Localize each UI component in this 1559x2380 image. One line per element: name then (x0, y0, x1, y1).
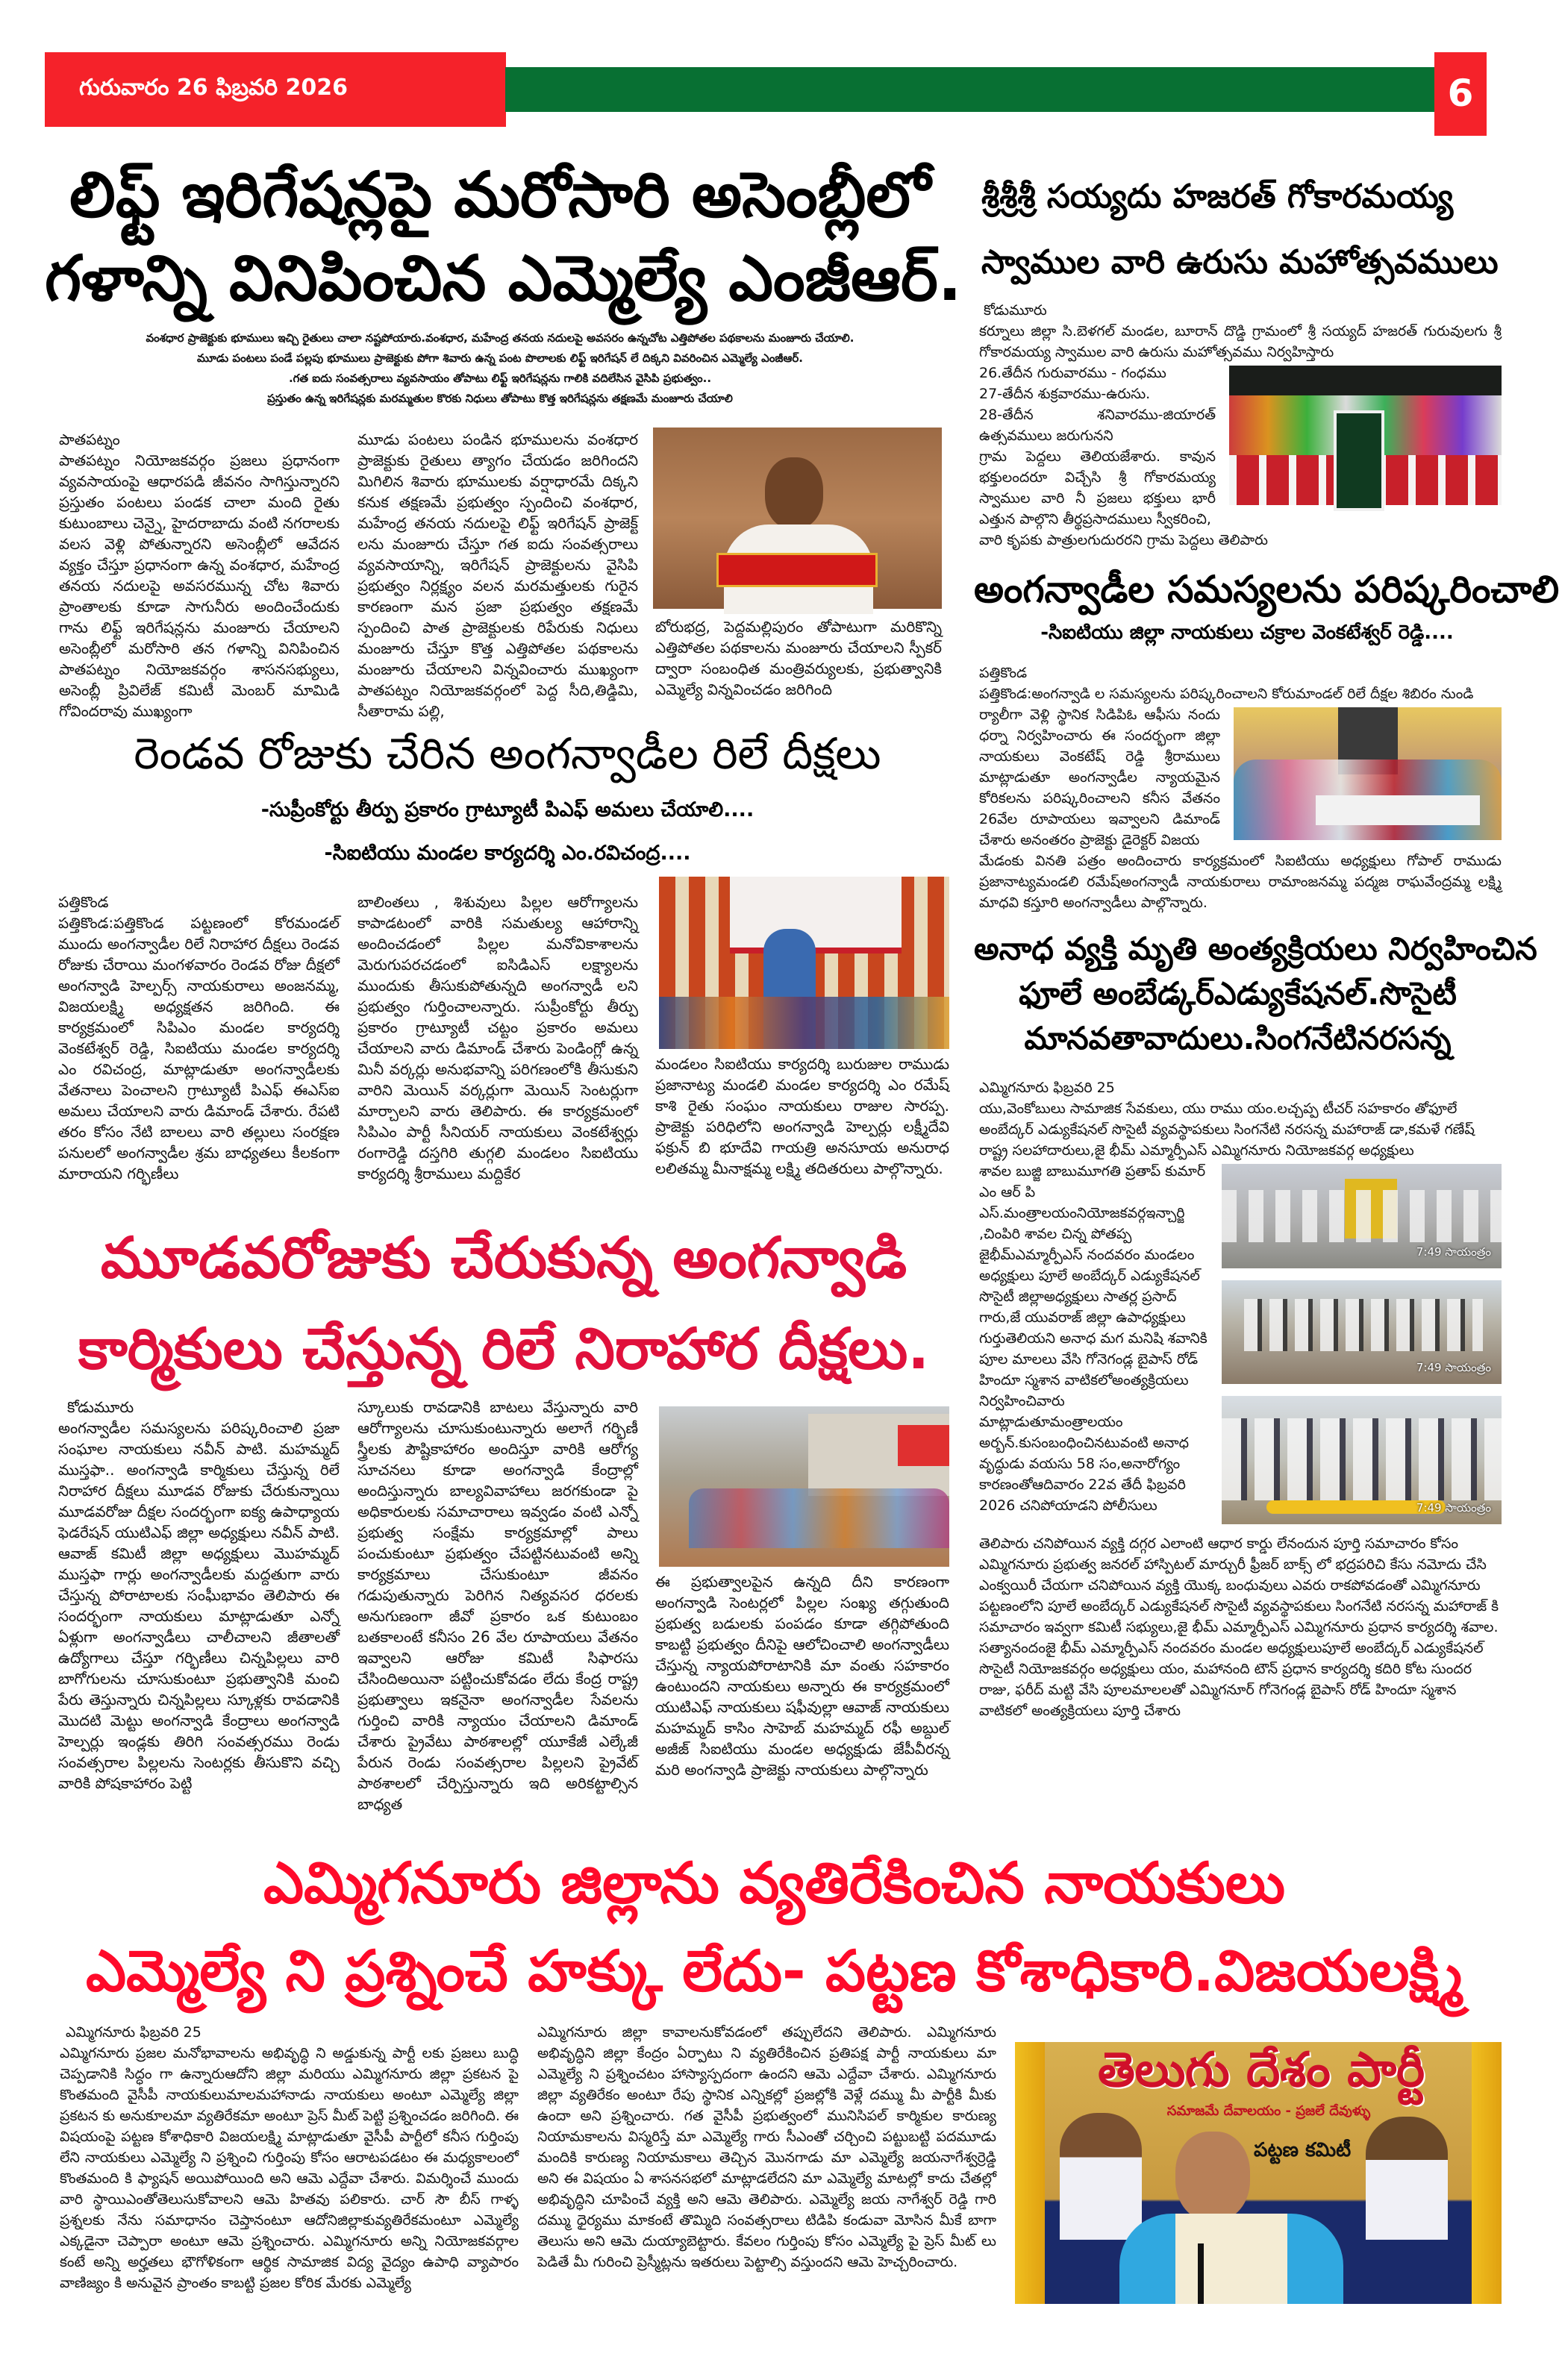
story2-column-3 (655, 1053, 949, 1179)
phule-photo-3 (1222, 1396, 1502, 1524)
phule-headline-line1: అనాధ వ్యక్తి మృతి అంత్యక్రియలు నిర్వహించిన (974, 930, 1537, 967)
deck-line: మూడు పంటలు పండే పల్లపు భూములు ప్రాజెక్టుకు పోగా శివారు ఉన్న పంట పొలాలకు లిఫ్ట్ ఇరిగేషన్ లే దిక్కని వివరించిన ఎమ్మెల్యే ఎంజీఆర్. (197, 351, 803, 365)
deck-line: .గత ఐదు సంవత్సరాలు వ్యవసాయం తోపాటు లిఫ్ట్ ఇరిగేషన్లను గాలికి వదిలేసిన వైసిపి ప్రభుత్వం.. (288, 372, 712, 385)
story1-text: బోరుభద్ర, పెద్దమల్లిపురం తోపాటుగా మరికొన్ని ఎత్తిపోతల పథకాలను మంజూరు చేయాలని స్పీకర్ ద్వారా సంబంధిత మంత్రివర్యులకు, ప్రభుత్వానికి ఎమ్మెల్యే విన్నవించడం జరిగింది (655, 618, 942, 698)
schedule-item: 27-తేదీన శుక్రవారము-ఉరుసు. (979, 386, 1151, 402)
story3-column-3 (655, 1571, 949, 1788)
story3-column-2 (357, 1397, 638, 1813)
issue-date: గురువారం 26 ఫిబ్రవరి 2026 (79, 75, 349, 101)
story4-text: ఎమ్మిగనూరు జిల్లా కావాలనుకోవడంలో తప్పులేదని తెలిపారు. ఎమ్మిగనూరు అభివృద్ధిని జిల్లా కేంద్రం ఏర్పాటు ని వ్యతిరేకించిన ప్రతిపక్ష పార్టీ నాయకులు మా ఎమ్మెల్యే ని ప్రశ్నించటం హాస్యాస్పదంగా ఉందని ఆమె ఎద్దేవా చేశారు. ఎమ్మిగనూరు జిల్లా వ్యతిరేకం అంటూ రేపు స్థానిక ఎన్నికల్లో ప్రజల్లోకి వెళ్లే దమ్ము మీ పార్టీకి మీకు ఉందా అని ప్రశ్నించారు. గత వైసీపీ ప్రభుత్వంలో మునిసిపల్ కార్మికుల కారుణ్య నియామకాలను విస్మరిస్తే మా ఎమ్మెల్యే గారు సీఎంతో చర్చించి పట్టుబట్టి పదమూడు మందికి కారుణ్య నియామకాలు తెచ్చిన మొనగాడు మా ఎమ్మెల్యే జయనాగేశ్వర్రెడ్డి అని ఈ విషయం ఏ శాసనసభలో మాట్లాడలేదని మా ఎమ్మెల్యే మాటల్లో కాదు చేతల్లో అభివృద్ధిని చూపించే వ్యక్తి అని ఆమె తెలిపారు. ఎమ్మెల్యే జయ నాగేశ్వర్ రెడ్డి గారి దమ్ము ధైర్యము మాకంటే తొమ్మిది సంవత్సరాలు టిడిపి కండువా మోసిన మీకే బాగా తెలుసు అని ఆమె దుయ్యాబెట్టారు. కేవలం గుర్తింపు కోసం ఎమ్మెల్యే పై ప్రెస్ మీట్ లు పెడితే మీ గురించి ప్రెస్మీట్లను ఇతరులు పెట్టాల్సి వస్తుందని ఆమె హెచ్చరించారు. (537, 2024, 996, 2270)
banner-committee: పట్టణ కమిటీ (1254, 2139, 1352, 2161)
story2-text: పత్తికొండ:పత్తికొండ పట్టణంలో కోరమండల్ ముందు అంగన్వాడీల రిలే నిరాహార దీక్షలు రెండవ రోజుకు చేరాయి మంగళవారం రెండవ రోజు దీక్షలో అంగన్వాడి హెల్పర్స్ నాయకురాలు అంజనమ్మ, విజయలక్ష్మి అధ్యక్షతన జరిగింది. ఈ కార్యక్రమంలో సిపిఎం మండల కార్యదర్శి వెంకటేశ్వర్ రెడ్డి, సిఐటియు మండల కార్యదర్శి ఎం రవిచంద్ర, మాట్లాడుతూ అంగన్వాడీలకు వేతనాలు పెంచాలని గ్రాట్యూటీ పిఎఫ్ ఈఎస్ఐ అమలు చేయాలని వారు డిమాండ్ చేశారు. రేపటి తరం కోసం నేటి బాలలు వారి తల్లులు సంరక్షణ పనులలో అంగన్వాడీల శ్రమ బాధ్యతలు కీలకంగా మారాయని గర్భిణీలు (58, 914, 340, 1183)
mla-photo (653, 428, 942, 609)
tdp-flag-left (1015, 2042, 1045, 2304)
story1-headline-line2: గళాన్ని వినిపించిన ఎమ్మెల్యే ఎంజీఆర్. (45, 242, 962, 315)
banner-slogan: సమాజమే దేవాలయం - ప్రజలే దేవుళ్ళు (1166, 2103, 1371, 2119)
right-column (974, 164, 1559, 1721)
urus-headline-line2: స్వాముల వారి ఉరుసు మహోత్సవములు (981, 243, 1499, 281)
story2-column-2 (357, 892, 638, 1183)
story2-subhead-2: -సిఐటియు మండల కార్యదర్శి ఎం.రవిచంద్ర.... (324, 842, 691, 865)
story2-subhead-1: -సుప్రీంకోర్టు తీర్పు ప్రకారం గ్రాట్యూటీ పిఎఫ్ అమలు చేయాలి.... (260, 798, 754, 821)
story4-headline-line2: ఎమ్మెల్యే ని ప్రశ్నించే హక్కు లేదు- పట్టణ కోశాధికారి.విజయలక్ష్మి (86, 1938, 1463, 2004)
urus-intro: కర్నూలు జిల్లా సి.బెళగల్ మండల, బూరాన్ దొడ్డి గ్రామంలో శ్రీ సయ్యద్ హజరత్ గురువులగు శ్రీ గోకారమయ్య స్వాముల వారి ఉరుసు మహోత్సవము నిర్వహిస్తారు (979, 323, 1502, 360)
story2-text: మండలం సిఐటియు కార్యదర్శి బురుజుల రాముడు ప్రజానాట్య మండలి మండల కార్యదర్శి ఎం రమేష్ కాశి రైతు సంఘం నాయకులు రాజుల సారప్ప. ప్రాజెక్టు పరిధిలోని అంగన్వాడి హెల్పర్లు లక్ష్మీదేవి ఫక్రున్ బి భూదేవి గాయత్రి అనసూయ అనురాధ లలితమ్మ మీనాక్షమ్మ లక్ష్మి తదితరులు పాల్గొన్నారు. (655, 1055, 949, 1177)
demands-story (974, 663, 1502, 913)
dargah-lights-photo (1229, 366, 1502, 505)
banner-title: తెలుగు దేశం పార్టీ (1097, 2043, 1425, 2098)
memorandum-banner (1316, 795, 1480, 825)
phule-photo-1 (1222, 1164, 1502, 1268)
story3-text: ఈ ప్రభుత్వాలపైన ఉన్నది దీని కారణంగా అంగన్వాడి సెంటర్లలో పిల్లల సంఖ్య తగ్గుతుంది ప్రభుత్వ బడులకు పంపడం కూడా తగ్గిపోతుంది కాబట్టి ప్రభుత్వం దీనిపై ఆలోచించాలి అంగన్వాడీలు చేస్తున్న న్యాయపోరాటానికి మా వంతు సహకారం ఉంటుందని నాయకులు అన్నారు ఈ కార్యక్రమంలో యుటిఎఫ్ నాయకులు షఫీవుల్లా ఆవాజ్ నాయకులు మహమ్మద్ కాసిం సాహెబ్ మహమ్మద్ రఫీ అబ్దుల్ అజీజ్ సిఐటియు మండల అధ్యక్షుడు జేపీవీరన్న మరి అంగన్వాడి ప్రాజెక్టు నాయకులు పాల్గొన్నారు (655, 1573, 949, 1779)
story3-text: స్కూలుకు రావడానికి బాటలు వేస్తున్నారు వారి ఆరోగ్యాలను చూసుకుంటున్నారు అలాగే గర్భిణీ స్త్రీలకు పౌష్టికాహారం అందిస్తూ వారికి ఆరోగ్య సూచనలు కూడా అంగన్వాడి కేంద్రాల్లో అందిస్తున్నారు బాల్యవివాహాలు జరగకుండా పై అధికారులకు సమాచారాలు ఇవ్వడం వంటి ఎన్నో ప్రభుత్వ సంక్షేమ కార్యక్రమాల్లో పాలు పంచుకుంటూ ప్రభుత్వం చేపట్టినటువంటి అన్ని కార్యక్రమాలు చేసుకుంటూ జీవనం గడుపుతున్నారు పెరిగిన నిత్యవసర ధరలకు అనుగుణంగా జీవో ప్రకారం ఒక కుటుంబం బతకాలంటే కనీసం 26 వేల రూపాయలు వేతనం ఇవ్వాలని ఆరోజు కమిటీ సిఫారసు చేసిందిఅయినా పట్టించుకోవడం లేదు కేంద్ర రాష్ట్ర ప్రభుత్వాలు ఇకనైనా అంగన్వాడీల సేవలను గుర్తించి వారికి న్యాయం చేయాలని డిమాండ్ చేశారు ప్రైవేటు పాఠశాలల్లో యూకేజీ ఎల్కేజీ పేరున రెండు సంవత్సరాల పిల్లలని ప్రైవేట్ పాఠశాలలో చేర్పిస్తున్నారు ఇది అరికట్టాల్సిన బాధ్యత (357, 1398, 638, 1813)
photo-timestamp: 7:49 సాయంత్రం (1416, 1501, 1491, 1515)
story4-dateline: ఎమ్మిగనూరు ఫిబ్రవరి 25 (66, 2024, 201, 2041)
story2-headline: రెండవ రోజుకు చేరిన అంగన్వాడీల రిలే దీక్షలు (134, 728, 881, 779)
phule-lead: యు,వెంకోబులు సామాజిక సేవకులు, యు రాము యం.లచ్చప్ప టీచర్ సహకారం తోఫూలే అంబేద్కర్ ఎడ్యుకేషనల్ సొసైటీ వ్యవస్థాపకులు సింగనేటి నరసన్న మహారాజ్ డా,కమళే గణేష్ రాష్ట్ర సలహాదారులు,జై భీమ్ ఎమ్మార్పీఎస్ ఎమ్మిగనూరు నియోజకవర్గ అధ్యక్షులు (979, 1100, 1475, 1159)
story2-column-1 (58, 892, 340, 1183)
urus-dateline: కోడుమూరు (984, 302, 1047, 319)
phule-story (974, 1077, 1502, 1721)
story1-column-3 (655, 616, 942, 700)
story3-headline-line2: కార్మికులు చేస్తున్న రిలే నిరాహార దీక్షలు. (78, 1315, 930, 1382)
demands-closing: మేడంకు వినతి పత్రం అందించారు కార్యక్రమంలో సిఐటియు అధ్యక్షులు గోపాల్ రాముడు ప్రజానాట్యమండలి రమేష్అంగన్వాడీ నాయకురాలు రామాంజనమ్మ పద్మజ రాఘవేంద్రమ్మ లక్ష్మి మాధవి కస్తూరి అంగన్వాడీలు పాల్గొన్నారు. (979, 853, 1502, 911)
page-number: 6 (1447, 72, 1474, 115)
story4-headline-line1: ఎమ్మిగనూరు జిల్లాను వ్యతిరేకించిన నాయకులు (263, 1850, 1286, 1916)
green-band (505, 67, 1434, 112)
story2-dateline: పత్తికొండ (58, 893, 109, 911)
story4-column-2 (537, 2022, 996, 2276)
phule-photo-2 (1222, 1280, 1502, 1384)
photo-timestamp: 7:49 సాయంత్రం (1416, 1361, 1491, 1374)
dargah-door (1334, 410, 1384, 511)
demands-headline: అంగన్వాడీల సమస్యలను పరిష్కరించాలి (974, 568, 1559, 611)
story3-headline-line1: మూడవరోజుకు చేరుకున్న అంగన్వాడి (100, 1224, 907, 1291)
urus-closing: వారి కృపకు పాత్రులగుదురరని గ్రామ పెద్దలు తెలిపారు (979, 532, 1268, 548)
microphone (1198, 2243, 1204, 2304)
name-caption-bar (716, 553, 878, 587)
demands-subhead: -సిఐటియు జిల్లా నాయకులు చక్రాల వెంకటేశ్వర్ రెడ్డి.... (1040, 621, 1454, 644)
person-head (765, 457, 823, 529)
date-banner (45, 52, 506, 127)
story3-dateline: కోడుమూరు (67, 1398, 134, 1416)
story1-text: పాతపట్నం నియోజకవర్గం ప్రజలు ప్రధానంగా వ్యవసాయంపై ఆధారపడి జీవనం సాగిస్తున్నారని ప్రస్తుతం పంటలు పండక చాలా మంది రైతు కుటుంబాలు చెన్నై, హైదరాబాదు వంటి నగరాలకు వలస వెళ్లి పోతున్నారని అసెంబ్లీలో ఆవేదన వ్యక్తం చేస్తూ ప్రధానంగా ఉన్న వంశధార, మహేంద్ర తనయ నదులపై అవసరమున్న చోట శివారు ప్రాంతాలకు కూడా సాగునీరు అందించేందుకు గాను లిఫ్ట్ ఇరిగేషన్లను మంజూరు చేయాలని అసెంబ్లీలో మరోసారి తన గళాన్ని వినిపించిన పాతపట్నం నియోజకవర్గం శాసనసభ్యులు, అసెంబ్లీ ప్రివిలేజ్ కమిటీ మెంబర్ మామిడి గోవిందరావు ముఖ్యంగా (59, 451, 340, 720)
story1-text: మూడు పంటలు పండిన భూములను వంశధార ప్రాజెక్టుకు రైతులు త్యాగం చేయడం జరిగిందని మిగిలిన శివారు భూములకు వర్షాధారమే దిక్కని కనుక తక్షణమే ప్రభుత్వం స్పందించి వంశధార, మహేంద్ర తనయ నదులపై లిఫ్ట్ ఇరిగేషన్ ప్రాజెక్ట్ లను మంజూరు చేస్తూ గత ఐదు సంవత్సరాలు వ్యవసాయాన్ని, ఇరిగేషన్ ప్రాజెక్టులను వైసిపి ప్రభుత్వం నిర్లక్ష్యం వలన మరమత్తులకు గురైన కారణంగా మన ప్రజా ప్రభుత్వం తక్షణమే స్పందించి పాత ప్రాజెక్టులకు రిపేరుకు నిధులు మంజూరు చేస్తూ కొత్త ఎత్తిపోతల పథకాలను మంజూరు చేయాలని విన్నవించారు ముఖ్యంగా పాతపట్నం నియోజకవర్గంలో పెద్ద సీది,తిడ్డిమి, సీతారామ పల్లి, (357, 430, 638, 720)
photo-timestamp: 7:49 సాయంత్రం (1416, 1245, 1491, 1259)
schedule-item: 26.తేదీన గురువారము - గంధము (979, 365, 1166, 381)
phule-headline-line2: ఫూలే అంబేడ్కర్ఎడ్యుకేషనల్.సొసైటీ (1019, 975, 1457, 1012)
people (1222, 1190, 1502, 1242)
seated-people (659, 997, 949, 1049)
people (1222, 1418, 1502, 1500)
story4-text: ఎమ్మిగనూరు ప్రజల మనోభావాలను అభివృద్ధి ని అడ్డుకున్న పార్టీ లకు ప్రజలు బుద్ధి చెప్పడానికి సిద్ధం గా ఉన్నారుఆదోని జిల్లా మరియు ఎమ్మిగనూరు జిల్లా ప్రకటన పై కొంతమంది వైసీపీ నాయకులుమాలమహానాడు నాయకులు అంటూ ఎమ్మెల్యే జిల్లా ప్రకటన కు అనుకూలమా వ్యతిరేకమా అంటూ ప్రెస్ మీట్ పెట్టి ప్రశ్నించడం జరిగింది. ఈ విషయంపై పట్టణ కోశాధికారి విజయలక్ష్మి మాట్లాడుతూ వైసీపీ పార్టీలో కనీస గుర్తింపు లేని నాయకులు ఎమ్మెల్యే ని ప్రశ్నించి గుర్తింపు కోసం ఆరాటపడటం ఈ మధ్యకాలంలో కొంతమంది కి ఫ్యాషన్ అయిపోయింది అని ఆమె ఎద్దేవా చేశారు. విమర్శించే ముందు వారి స్థాయిఎంతోతెలుసుకోవాలని ఆమె హితవు పలికారు. చార్ సౌ బీస్ గాళ్ళ ప్రశ్నలకు నేను సమాధానం చెప్తానంటూ ఆదోనిజిల్లాకువ్యతిరేకమంటూ ఎమ్మెల్యే ఎక్కడైనా చెప్పారా అంటూ ఆమె ప్రశ్నించారు. ఎమ్మిగనూరు అన్ని నియోజకవర్గాల కంటే అన్ని అర్హతలు భౌగోళికంగా ఆర్థిక సామాజిక విద్య వైద్యం ఉపాధి వ్యాపారం వాణిజ్యం కి అనువైన ప్రాంతం కాబట్టి ప్రజల కోరిక మేరకు ఎమ్మెల్యే (60, 2045, 519, 2291)
phule-headline-line3: మానవతావాదులు.సింగనేటినరసన్న (1024, 1020, 1452, 1056)
speaker-head (1175, 2132, 1250, 2221)
urus-headline (974, 164, 1502, 295)
leader-portrait-right (1366, 2117, 1448, 2240)
speaker-saree (1119, 2214, 1343, 2304)
phule-dateline: ఎమ్మిగనూరు ఫిబ్రవరి 25 (979, 1080, 1115, 1096)
banner (730, 877, 902, 953)
deck-line: ప్రస్తుతం ఉన్న ఇరిగేషన్లకు మరమ్మతుల కొరకు నిధులు తోపాటు కొత్త ఇరిగేషన్లను తక్షణమే మంజూరు చేయాలి (267, 392, 733, 405)
phule-headline (974, 927, 1537, 1061)
story1-headline-line1: లిఫ్ట్ ఇరిగేషన్లపై మరోసారి అసెంబ్లీలో (69, 158, 931, 231)
story1-column-1 (59, 429, 340, 720)
deck-line: వంశధార ప్రాజెక్టుకు భూములు ఇచ్చి రైతులు చాలా నష్టపోయారు.వంశధార, మహేంద్ర తనయ నదులపై అవసరం ఉన్నచోట ఎత్తిపోతల పథకాలను మంజూరు చేయాలి. (146, 331, 855, 345)
story1-dateline: పాతపట్నం (59, 430, 120, 448)
story3-headline (52, 1212, 955, 1394)
crowd (689, 1488, 949, 1548)
story1-headline (45, 153, 962, 320)
phule-closing: తెలిపారు చనిపోయిన వ్యక్తి దగ్గర ఎలాంటి ఆధార కార్డు లేనందున పూర్తి సమాచారం కోసం ఎమ్మిగనూరు ప్రభుత్వ జనరల్ హాస్పిటల్ మార్చురీ ఫ్రీజర్ బాక్స్ లో భద్రపరిచి కేసు నమోదు చేసి ఎంక్వయిరీ చేయగా చనిపోయిన వ్యక్తి యొక్క బంధువులు ఎవరు రాకపోవడంతో ఎమ్మిగనూరు పట్టణంలోని పూలే అంబేద్కర్ ఎడ్యుకేషనల్ సొసైటీ వ్యవస్థాపకులు సింగనేటి నరసన్న మహారాజ్ కి సమాచారం ఇవ్వగా కమిటీ సభ్యులు,జై భీమ్ ఎమ్మార్పీఎస్ ఎమ్మిగనూరు ప్రధాన కార్యదర్శి శవాల. సత్యానందంజై భీమ్ ఎమ్మార్పీఎస్ నందవరం మండల అధ్యక్షులుపూలే అంబేద్కర్ ఎడ్యుకేషనల్ సొసైటీ నియోజకవర్గం అధ్యక్షులు యం, మహానంది టౌన్ ప్రధాన కార్యదర్శి కదిరి కోట సుందర రాజు, ఫరీద్ మట్టి వేసి పూలమాలలతో ఎమ్మిగనూర్ గోనెగండ్ల బైపాస్ రోడ్ హిందూ స్మశాన వాటికలో అంత్యక్రియలు పూర్తి చేశారు (979, 1535, 1499, 1719)
story3-text: అంగన్వాడీల సమస్యలను పరిష్కరించాలి ప్రజా సంఘాల నాయకులు నవీన్ పాటి. మహమ్మద్ ముస్తఫా.. అంగన్వాడి కార్మికులు చేస్తున్న రిలే నిరాహార దీక్షలు మూడవ రోజుకు చేరుకున్నాయి మూడవరోజు దీక్షల సందర్భంగా ఐక్య ఉపాధ్యాయ ఫెడరేషన్ యుటిఎఫ్ జిల్లా అధ్యక్షులు నవీన్ పాటి. ఆవాజ్ కమిటీ జిల్లా అధ్యక్షులు మొహమ్మద్ ముస్తఫా గార్లు అంగన్వాడీలకు మద్దతుగా వారు చేస్తున్న పోరాటాలకు సంఘీభావం తెలిపారు ఈ సందర్భంగా నాయకులు మాట్లాడుతూ ఎన్నో ఏళ్లుగా అంగన్వాడీలు చాలీచాలని జీతాలతో ఉద్యోగాలు చేస్తూ గర్భిణీలు చిన్నపిల్లలు వారి బాగోగులను చూసుకుంటూ ప్రభుత్వానికి మంచి పేరు తెస్తున్నారు చిన్నపిల్లలు స్కూళ్లకు రావడానికి మొదటి మెట్టు అంగన్వాడి కేంద్రాలు అంగన్వాడి హెల్పర్లు ఇండ్లకు తిరిగి సంవత్సరము రెండు సంవత్సరాల పిల్లలను సెంటర్లకు తీసుకొని వచ్చి వారికి పోషకాహారం పెట్టి (58, 1419, 340, 1792)
demands-body: ర్యాలీగా వెళ్లి స్థానిక సిడిపిఓ ఆఫీసు నందు ధర్నా నిర్వహించారు ఈ సందర్భంగా జిల్లా నాయకులు వెంకటేష్ రెడ్డి శ్రీరాములు మాట్లాడుతూ అంగన్వాడీల న్యాయమైన కోరికలను పరిష్కరించాలని కనీస వేతనం 26వేల రూపాయలు ఇవ్వాలని డిమాండ్ చేశారు అనంతరం ప్రాజెక్టు డైరెక్టర్ విజయ (979, 707, 1220, 848)
story1-deck (60, 328, 940, 409)
story4-column-1 (60, 2022, 519, 2305)
schedule-item: 28-తేదీన శనివారము-జియారత్ ఉత్సవములు జరుగునని (979, 407, 1216, 444)
story2-text: బాలింతలు , శిశువులు పిల్లల ఆరోగ్యాలను కాపాడటంలో వారికి సమతుల్య ఆహారాన్ని అందించడంలో పిల్లల మనోవికాశాలను మెరుగుపరచడంలో ఐసిడిఎస్ లక్ష్యాలను ముందుకు తీసుకుపోతున్నది అంగన్వాడీ లని ప్రభుత్వం గుర్తించాలన్నారు. సుప్రీంకోర్టు తీర్పు ప్రకారం గ్రాట్యూటీ చట్టం ప్రకారం అమలు చేయాలని వారు డిమాండ్ చేశారు పెండింగ్లో ఉన్న మినీ వర్కర్లు అనుభవాన్ని పరిగణంలోకి తీసుకుని వారిని మెయిన్ వర్కర్లుగా మెయిన్ సెంటర్లుగా మార్చాలని వారు తెలిపారు. ఈ కార్యక్రమంలో సిపిఎం పార్టీ సీనియర్ నాయకులు వెంకటేశ్వర్లు రంగారెడ్డి దస్తగిరి తుగ్గలి మండలం సిఐటియు కార్యదర్శి శ్రీరాములు మద్దికేర (357, 893, 638, 1183)
relay-hunger-strike-photo (659, 877, 949, 1049)
protest-banner (898, 1425, 949, 1466)
urus-story (974, 300, 1502, 551)
anganwadi-protest-photo (659, 1406, 949, 1567)
demands-dateline: పత్తికొండ (979, 665, 1028, 681)
urus-body: గ్రామ పెద్దలు తెలియజేశారు. కావున భక్తులందరూ విచ్చేసి శ్రీ గోకారమయ్య స్వాముల వారి నీ ప్రజలు భక్తులు భారీ ఎత్తున పాల్గొని తీర్థప్రసాదములు స్వీకరించి, (979, 448, 1216, 527)
people (1244, 1299, 1483, 1351)
urus-headline-line1: శ్రీశ్రీశ్రీ సయ్యదు హజరత్ గోకారమయ్య (981, 178, 1454, 216)
story4-headline (37, 1839, 1511, 2015)
cdpo-dharna-photo (1234, 707, 1502, 840)
leader-portrait-left (1060, 2113, 1142, 2240)
demands-lead: పత్తికొండ:అంగన్వాడి ల సమస్యలను పరిష్కరించాలని కోరుమాండల్ రిలే దీక్షల శిబిరం నుండి (979, 686, 1474, 702)
story3-column-1 (58, 1397, 340, 1792)
page-number-box (1434, 52, 1487, 136)
vijayalakshmi-press-meet-photo (1015, 2042, 1502, 2304)
phule-narrow: శావల బుజ్జి బాబుమూగతి ప్రతాప్ కుమార్ ఎం ఆర్ పి ఎస్.మంత్రాలయంనియోజకవర్గఇన్చార్జి ,చింపిరి శావల చిన్న పోతప్ప జైభీమ్ఎమ్మార్పీఎస్ నందవరం మండలం అధ్యక్షులు పూలే అంబేద్కర్ ఎడ్యుకేషనల్ సొసైటీ జిల్లాఅధ్యక్షులు సాతర్ల ప్రసాద్ గారు,జే యువరాజ్ జిల్లా ఉపాధ్యక్షులు గుర్తుతెలియని అనాధ మగ మనిషి శవానికి పూల మాలలు వేసి గోనెగండ్ల బైపాస్ రోడ్ హిందూ స్మశాన వాటికలోఅంత్యక్రియలు నిర్వహించివారు మాట్లాడుతూమంత్రాలయం అర్బన్.కుసంబంధించినటువంటి అనాధ వృద్ధుడు వయసు 58 సం,అనారోగ్యం కారణంతోఆదివారం 22వ తేదీ ఫిబ్రవరి 2026 చనిపోయాడని పోలీసులు (979, 1163, 1207, 1514)
story1-column-2 (357, 429, 638, 720)
